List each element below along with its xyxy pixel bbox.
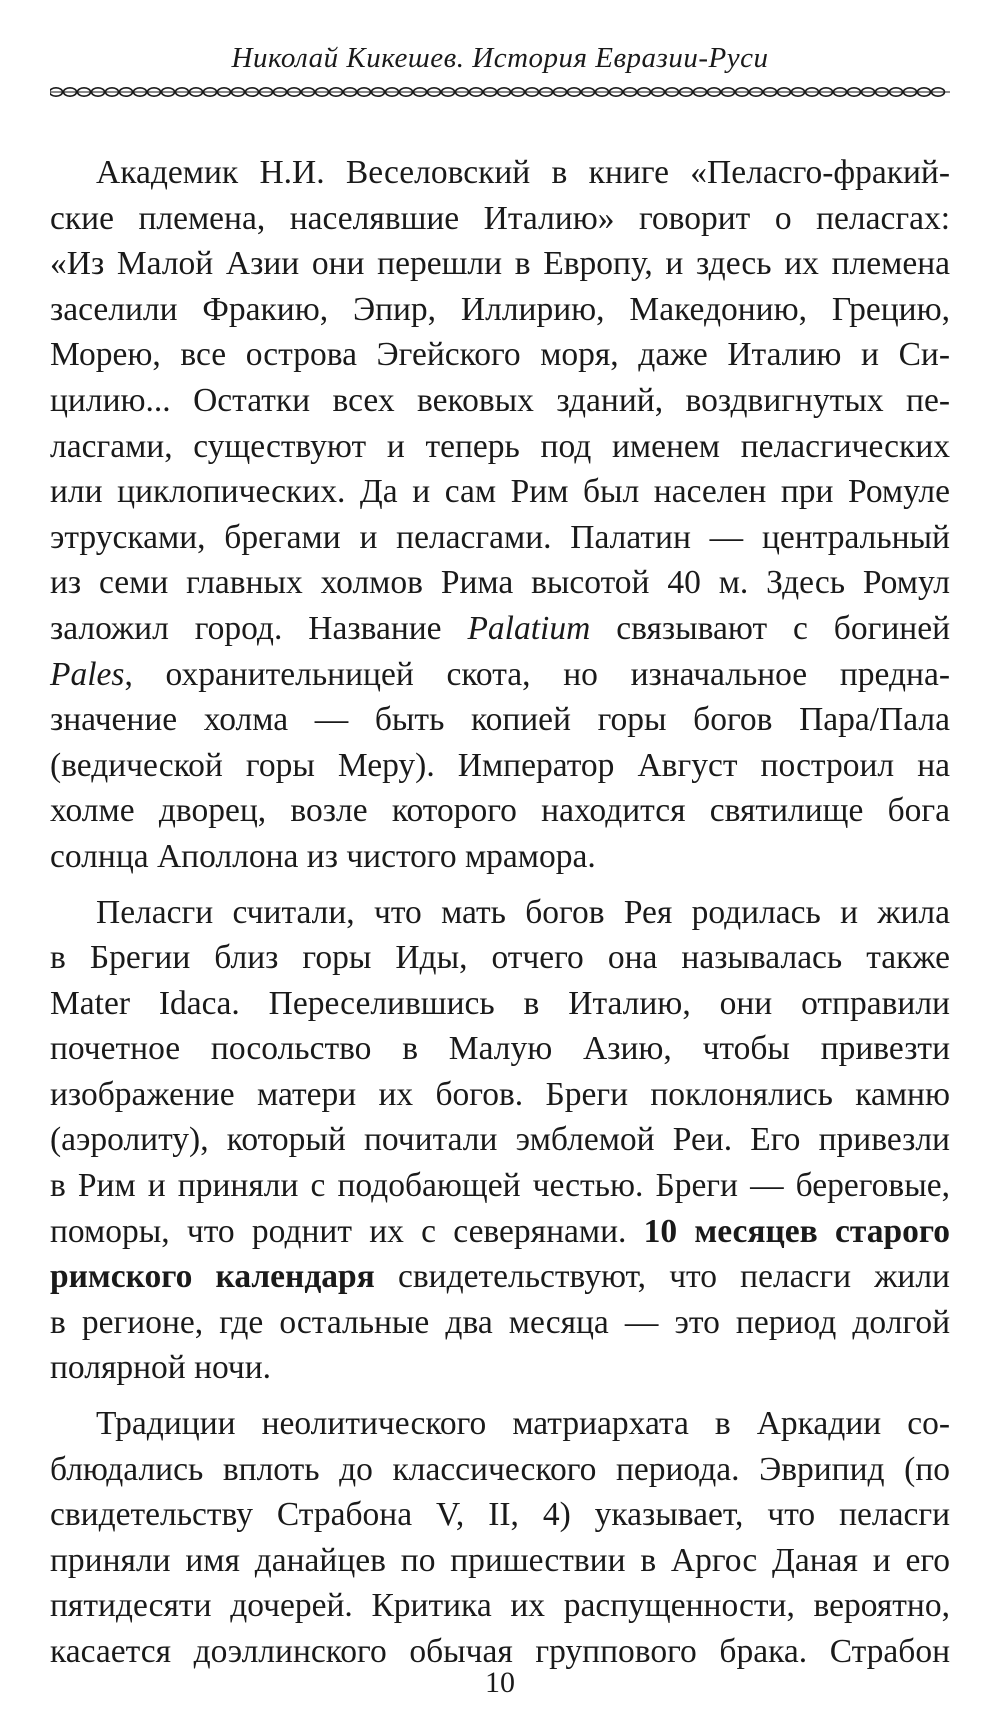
- text-line: солнца Аполлона из чистого мрамора.: [50, 837, 596, 875]
- text-line: значение холма — быть копией горы богов Пара/Пала: [50, 701, 950, 739]
- text-line: почетное посольство в Малую Азию, чтобы привезти: [50, 1030, 950, 1068]
- italic-term: Pales: [50, 655, 125, 693]
- text-line: или циклопических. Да и сам Рим был населен при Ромуле: [50, 473, 950, 511]
- text-line: Традиции неолитического матриархата в Аркадии со-: [96, 1405, 950, 1443]
- text-line: цилию... Остатки всех вековых зданий, воздвигнутых пе-: [50, 381, 950, 419]
- ornamental-rule: [50, 84, 950, 100]
- text-line: Академик Н.И. Веселовский в книге «Пеласго-фракий-: [96, 154, 950, 191]
- text-line: ласгами, существуют и теперь под именем пеласгических: [50, 427, 950, 465]
- text-line: в регионе, где остальные два месяца — это период долгой: [50, 1303, 950, 1341]
- text-line: (ведической горы Меру). Император Август построил на: [50, 746, 950, 784]
- paragraph: [50, 150, 950, 880]
- text-line: поморы, что роднит их с северянами. 10 месяцев старого: [50, 1212, 950, 1250]
- text-line: (аэролиту), который почитали эмблемой Реи. Его привезли: [50, 1121, 950, 1159]
- text-line: этрусками, брегами и пеласгами. Палатин — центральный: [50, 518, 950, 556]
- text-line: изображение матери их богов. Бреги поклонялись камню: [50, 1075, 950, 1113]
- running-title: Николай Кикешев. История Евразии-Руси: [231, 42, 769, 74]
- text-line: Pales, охранительницей скота, но изначальное предна-: [50, 655, 950, 693]
- text-line: блюдались вплоть до классического периода. Эврипид (по: [50, 1450, 950, 1488]
- text-line: заложил город. Название Palatium связывают с богиней: [50, 609, 950, 647]
- text-line: Пеласги считали, что мать богов Рея родилась и жила: [96, 893, 950, 931]
- text-line: ские племена, населявшие Италию» говорит о пеласгах:: [50, 199, 950, 237]
- paragraph: [50, 890, 950, 1392]
- body-text: [50, 150, 950, 1675]
- text-line: холме дворец, возле которого находится святилище бога: [50, 792, 950, 830]
- text-line: «Из Малой Азии они перешли в Европу, и здесь их племена: [50, 245, 950, 283]
- text-line: приняли имя данайцев по пришествии в Аргос Даная и его: [50, 1541, 950, 1579]
- text-line: из семи главных холмов Рима высотой 40 м. Здесь Ромул: [50, 564, 950, 602]
- paragraph-gap: [50, 880, 950, 890]
- text-line: пятидесяти дочерей. Критика их распущенности, вероятно,: [50, 1587, 950, 1625]
- bold-emphasis: 10 месяцев старого: [643, 1212, 950, 1250]
- text-line: Морею, все острова Эгейского моря, даже Италию и Си-: [50, 336, 950, 374]
- page-number: 10: [485, 1666, 515, 1699]
- text-line: в Брегии близ горы Иды, отчего она называлась также: [50, 939, 950, 977]
- text-line: заселили Фракию, Эпир, Иллирию, Македонию, Грецию,: [50, 290, 950, 328]
- text-line: в Рим и приняли с подобающей честью. Бреги — береговые,: [50, 1167, 950, 1205]
- bold-emphasis: римского календаря: [50, 1258, 375, 1296]
- italic-term: Palatium: [467, 609, 591, 647]
- text-line: свидетельству Страбона V, II, 4) указывает, что пеласги: [50, 1496, 950, 1534]
- text-line: Mater Idaca. Переселившись в Италию, они отправили: [50, 984, 950, 1022]
- text-line: римского календаря свидетельствуют, что пеласги жили: [50, 1258, 950, 1296]
- text-line: касается доэллинского обычая группового брака. Страбон: [50, 1633, 950, 1670]
- paragraph: [50, 1401, 950, 1675]
- paragraph-gap: [50, 1391, 950, 1401]
- text-line: полярной ночи.: [50, 1349, 272, 1387]
